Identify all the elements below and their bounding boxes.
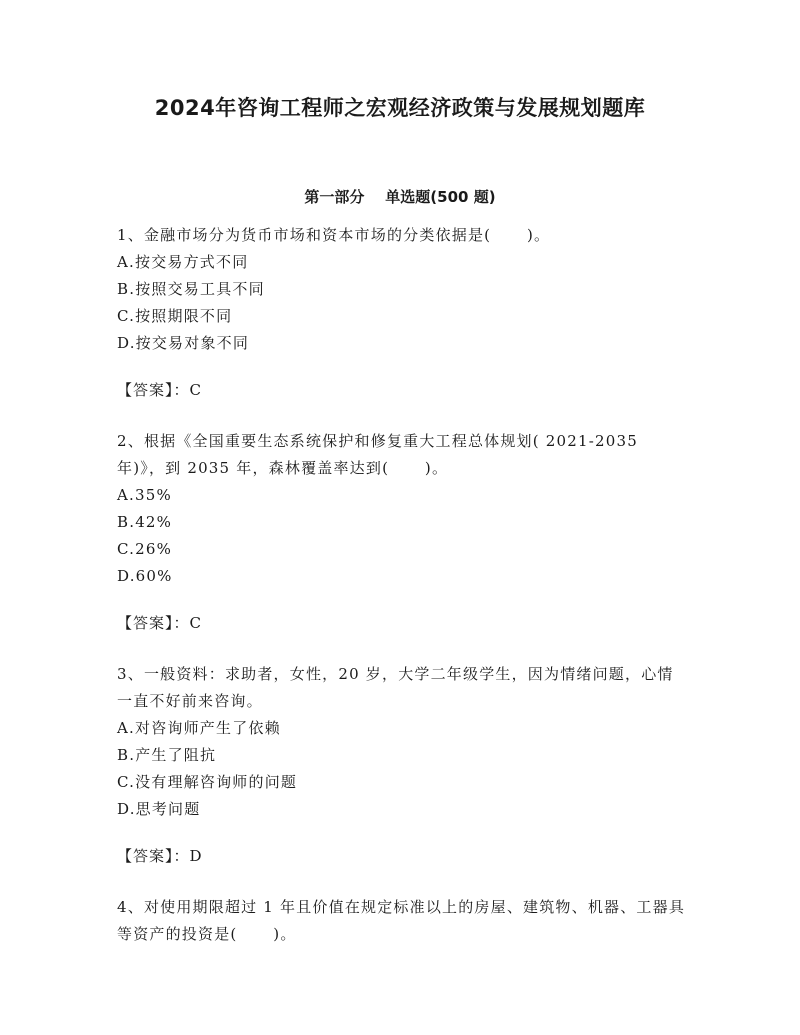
answer-label: 【答案】： (117, 847, 190, 865)
question-2 (117, 428, 687, 637)
section-title: 第一部分 单选题(500 题) (304, 188, 496, 206)
answer-label: 【答案】： (117, 614, 190, 632)
answer-value: C (189, 614, 202, 632)
option-b: B.产生了阻抗 (117, 746, 217, 764)
option-d: D.60% (117, 567, 173, 585)
question-4 (117, 894, 687, 948)
option-d: D.按交易对象不同 (117, 334, 250, 352)
option-c: C.按照期限不同 (117, 307, 233, 325)
question-stem: 1、金融市场分为货币市场和资本市场的分类依据是( )。 (117, 226, 551, 244)
question-list (117, 222, 687, 972)
answer-line (117, 843, 687, 870)
answer-value: D (189, 847, 203, 865)
option-b: B.按照交易工具不同 (117, 280, 265, 298)
question-3 (117, 661, 687, 870)
document-title: 2024年咨询工程师之宏观经济政策与发展规划题库 (154, 96, 646, 120)
question-stem: 3、一般资料：求助者，女性，20 岁，大学二年级学生，因为情绪问题，心情一直不好前来咨询。 (117, 665, 674, 710)
question-stem: 4、对使用期限超过 1 年且价值在规定标准以上的房屋、建筑物、机器、工器具等资产的投资是( )。 (117, 898, 686, 943)
question-stem: 2、根据《全国重要生态系统保护和修复重大工程总体规划( 2021-2035 年)》，到 2035 年，森林覆盖率达到( )。 (117, 432, 644, 477)
answer-line (117, 610, 687, 637)
question-1 (117, 222, 687, 404)
option-a: A.35% (117, 486, 172, 504)
option-c: C.没有理解咨询师的问题 (117, 773, 298, 791)
option-a: A.对咨询师产生了依赖 (117, 719, 281, 737)
option-d: D.思考问题 (117, 800, 201, 818)
answer-label: 【答案】： (117, 381, 190, 399)
answer-value: C (189, 381, 202, 399)
option-c: C.26% (117, 540, 173, 558)
option-a: A.按交易方式不同 (117, 253, 249, 271)
answer-line (117, 377, 687, 404)
option-b: B.42% (117, 513, 173, 531)
